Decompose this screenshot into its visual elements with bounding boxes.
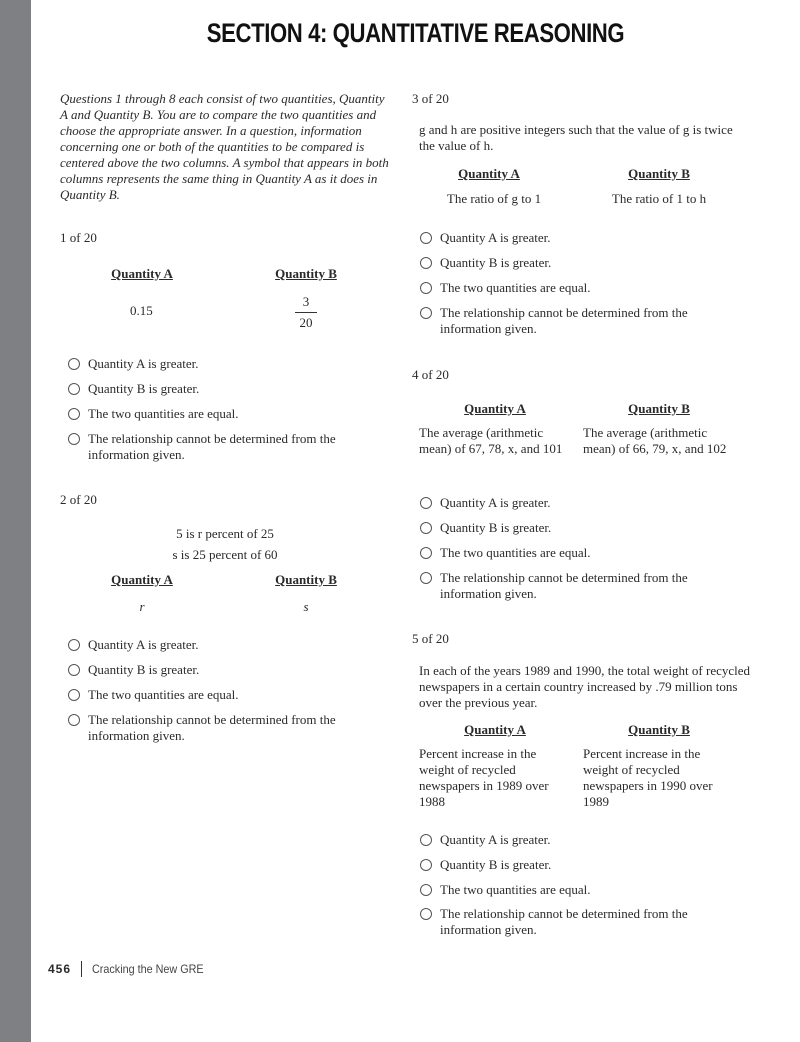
answer-option[interactable] bbox=[420, 230, 740, 246]
option-label: The two quantities are equal. bbox=[440, 882, 591, 897]
radio-icon[interactable] bbox=[420, 908, 432, 920]
question-stem: 5 is r percent of 25 bbox=[176, 526, 274, 541]
option-label: Quantity A is greater. bbox=[440, 832, 551, 847]
quantity-a-heading: Quantity A bbox=[458, 166, 520, 181]
option-label: Quantity A is greater. bbox=[440, 495, 551, 510]
question-stem: In each of the years 1989 and 1990, the total weight of recycled newspapers in a certain country increased by .79 million tons over the previous year. bbox=[419, 663, 751, 710]
quantity-b-heading: Quantity B bbox=[275, 266, 337, 281]
quantity-b-heading: Quantity B bbox=[628, 166, 690, 181]
radio-icon[interactable] bbox=[68, 714, 80, 726]
quantity-b-value: The ratio of 1 to h bbox=[611, 191, 707, 206]
option-label: Quantity A is greater. bbox=[88, 637, 199, 652]
radio-icon[interactable] bbox=[420, 497, 432, 509]
answer-option[interactable] bbox=[420, 570, 740, 602]
option-label: The two quantities are equal. bbox=[440, 280, 591, 295]
answer-option[interactable] bbox=[68, 381, 388, 397]
radio-icon[interactable] bbox=[68, 639, 80, 651]
answer-option[interactable] bbox=[68, 687, 388, 703]
answer-option[interactable] bbox=[68, 662, 388, 678]
radio-icon[interactable] bbox=[68, 358, 80, 370]
question-number: 3 of 20 bbox=[412, 91, 449, 106]
option-label: Quantity B is greater. bbox=[440, 857, 552, 872]
answer-option[interactable] bbox=[68, 356, 388, 372]
radio-icon[interactable] bbox=[68, 664, 80, 676]
answer-option[interactable] bbox=[68, 431, 388, 463]
radio-icon[interactable] bbox=[420, 522, 432, 534]
option-label: Quantity B is greater. bbox=[440, 255, 552, 270]
instructions: Questions 1 through 8 each consist of two quantities, Quantity A and Quantity B. You are to compare the two quantities and choose the appropriate answer. In a question, information concerning one or both of the quantities to be compared is centered above the two columns. A symbol that appears in both columns represents the same thing in Quantity A as it does in Quantity B. bbox=[60, 91, 389, 202]
quantity-a-heading: Quantity A bbox=[464, 722, 526, 737]
question-stem: s is 25 percent of 60 bbox=[172, 547, 278, 562]
denominator: 20 bbox=[299, 315, 313, 330]
option-label: The relationship cannot be determined from the information given. bbox=[440, 305, 688, 336]
question-stem: g and h are positive integers such that the value of g is twice the value of h. bbox=[419, 122, 733, 153]
page-footer bbox=[48, 961, 216, 977]
option-label: Quantity A is greater. bbox=[440, 230, 551, 245]
quantity-b-value: s bbox=[303, 599, 309, 614]
radio-icon[interactable] bbox=[420, 282, 432, 294]
quantity-a-value: Percent increase in the weight of recycled newspapers in 1989 over 1988 bbox=[419, 746, 549, 809]
radio-icon[interactable] bbox=[68, 689, 80, 701]
answer-option[interactable] bbox=[420, 495, 740, 511]
option-label: The relationship cannot be determined from the information given. bbox=[440, 570, 688, 601]
option-label: The relationship cannot be determined from the information given. bbox=[440, 906, 688, 937]
radio-icon[interactable] bbox=[420, 859, 432, 871]
answer-option[interactable] bbox=[420, 280, 740, 296]
answer-option[interactable] bbox=[68, 406, 388, 422]
option-label: The relationship cannot be determined from the information given. bbox=[88, 431, 336, 462]
radio-icon[interactable] bbox=[68, 433, 80, 445]
option-label: Quantity B is greater. bbox=[88, 381, 200, 396]
fraction-bar bbox=[295, 312, 317, 313]
quantity-a-value: r bbox=[139, 599, 145, 614]
question-number: 2 of 20 bbox=[60, 492, 97, 507]
quantity-a-heading: Quantity A bbox=[464, 401, 526, 416]
quantity-a-heading: Quantity A bbox=[111, 266, 173, 281]
answer-option[interactable] bbox=[68, 637, 388, 653]
radio-icon[interactable] bbox=[68, 408, 80, 420]
page-number: 456 bbox=[48, 962, 72, 976]
option-label: The two quantities are equal. bbox=[88, 687, 239, 702]
quantity-b-heading: Quantity B bbox=[275, 572, 337, 587]
answer-option[interactable] bbox=[420, 906, 740, 938]
radio-icon[interactable] bbox=[420, 572, 432, 584]
radio-icon[interactable] bbox=[420, 307, 432, 319]
quantity-b-heading: Quantity B bbox=[628, 401, 690, 416]
option-label: Quantity B is greater. bbox=[440, 520, 552, 535]
answer-option[interactable] bbox=[420, 832, 740, 848]
footer-divider bbox=[81, 961, 82, 977]
option-label: Quantity B is greater. bbox=[88, 662, 200, 677]
answer-option[interactable] bbox=[420, 305, 740, 337]
option-label: The two quantities are equal. bbox=[440, 545, 591, 560]
radio-icon[interactable] bbox=[420, 257, 432, 269]
radio-icon[interactable] bbox=[420, 834, 432, 846]
radio-icon[interactable] bbox=[420, 232, 432, 244]
quantity-b-heading: Quantity B bbox=[628, 722, 690, 737]
question-number: 5 of 20 bbox=[412, 631, 449, 646]
quantity-b-value: Percent increase in the weight of recycled newspapers in 1990 over 1989 bbox=[583, 746, 713, 809]
answer-option[interactable] bbox=[420, 545, 740, 561]
numerator: 3 bbox=[302, 294, 310, 309]
radio-icon[interactable] bbox=[68, 383, 80, 395]
quantity-b-value: The average (arithmetic mean) of 66, 79, x, and 102 bbox=[583, 425, 727, 456]
quantity-b-fraction bbox=[291, 294, 321, 331]
answer-option[interactable] bbox=[420, 882, 740, 898]
radio-icon[interactable] bbox=[420, 547, 432, 559]
page-edge bbox=[0, 0, 31, 1042]
answer-option[interactable] bbox=[420, 520, 740, 536]
question-number: 1 of 20 bbox=[60, 230, 97, 245]
radio-icon[interactable] bbox=[420, 884, 432, 896]
quantity-a-heading: Quantity A bbox=[111, 572, 173, 587]
question-number: 4 of 20 bbox=[412, 367, 449, 382]
answer-option[interactable] bbox=[68, 712, 388, 744]
book-title: Cracking the New GRE bbox=[92, 962, 204, 976]
answer-option[interactable] bbox=[420, 857, 740, 873]
answer-option[interactable] bbox=[420, 255, 740, 271]
option-label: The relationship cannot be determined from the information given. bbox=[88, 712, 336, 743]
quantity-a-value: 0.15 bbox=[130, 303, 153, 318]
quantity-a-value: The average (arithmetic mean) of 67, 78, x, and 101 bbox=[419, 425, 563, 456]
quantity-a-value: The ratio of g to 1 bbox=[446, 191, 542, 206]
section-title: SECTION 4: QUANTITATIVE REASONING bbox=[206, 18, 625, 48]
option-label: The two quantities are equal. bbox=[88, 406, 239, 421]
option-label: Quantity A is greater. bbox=[88, 356, 199, 371]
